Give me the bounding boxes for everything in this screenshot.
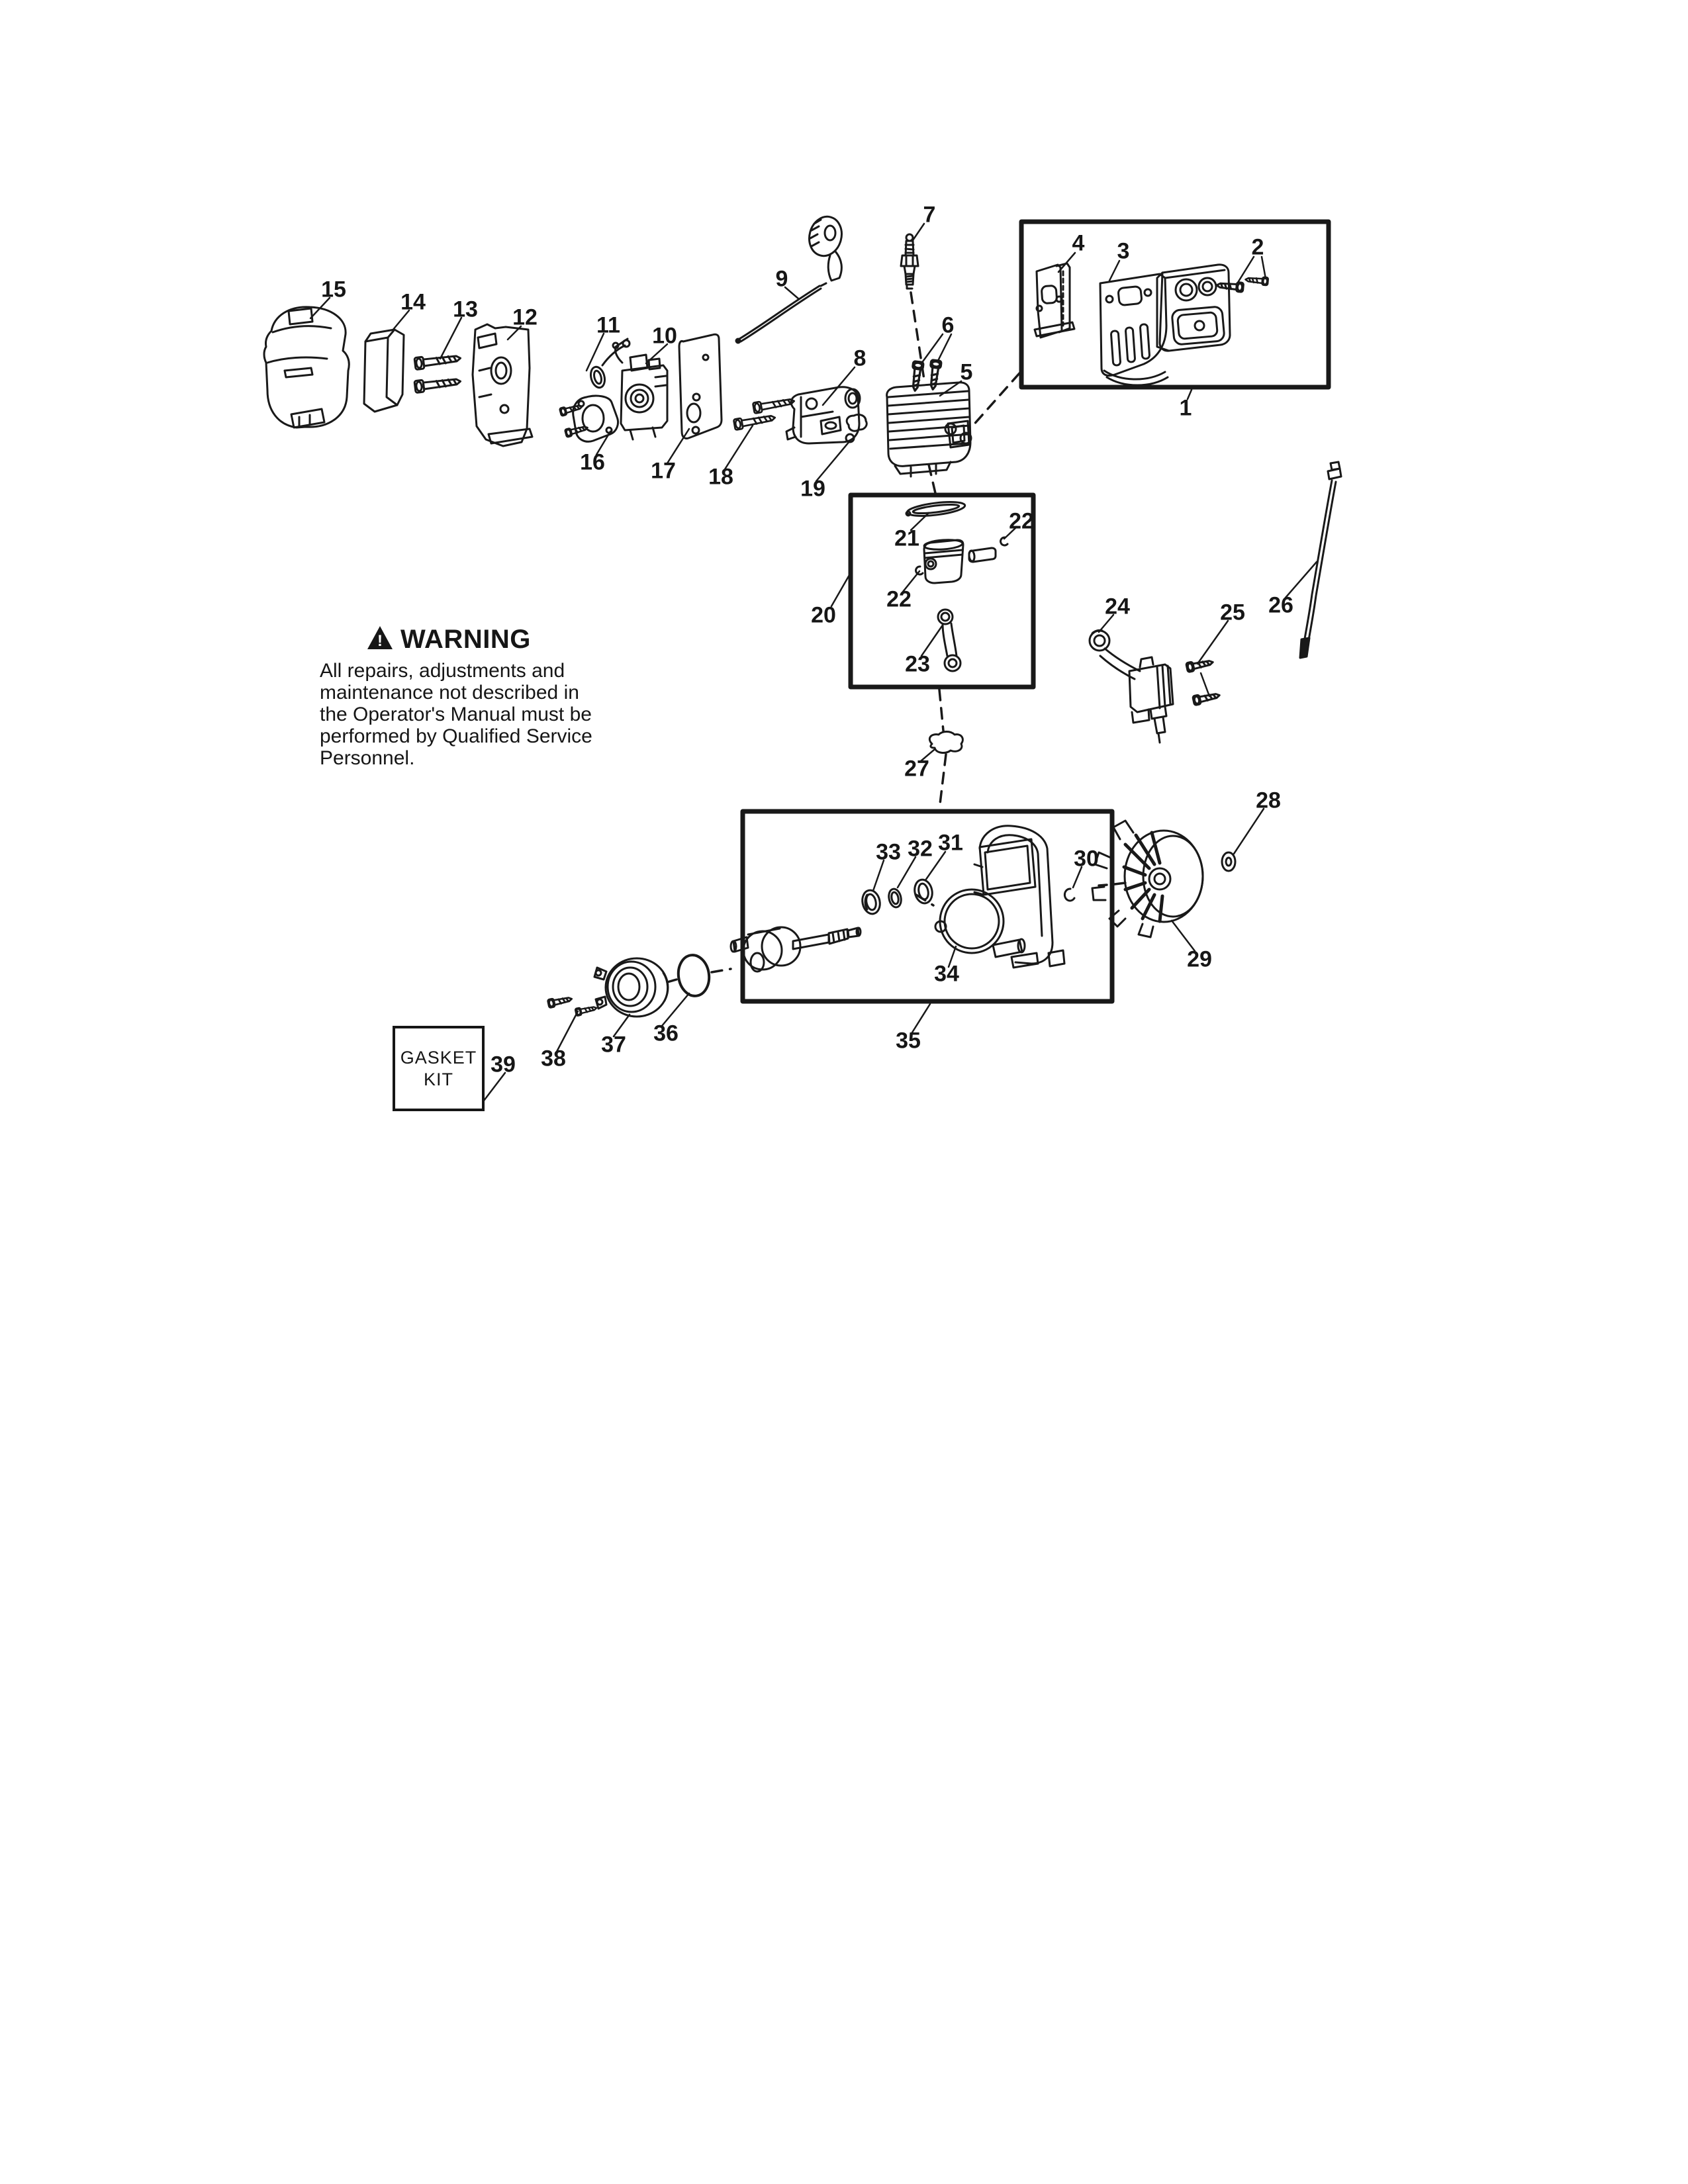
part-seal-33	[861, 889, 882, 916]
callout-12: 12	[512, 304, 538, 330]
callout-35: 35	[896, 1028, 921, 1054]
part-wrist-pin	[968, 548, 996, 562]
part-air-filter	[364, 330, 404, 412]
part-gasket-11	[588, 340, 630, 389]
callout-2: 2	[1251, 234, 1264, 260]
part-ignition-module-24	[1090, 630, 1173, 743]
callout-29: 29	[1187, 946, 1212, 972]
part-grommet-19	[846, 414, 867, 442]
part-seal-32	[887, 887, 902, 908]
callout-18: 18	[708, 464, 733, 490]
screws-38	[547, 995, 597, 1016]
callout-23: 23	[905, 651, 930, 677]
callout-37: 37	[601, 1032, 626, 1058]
callout-17: 17	[651, 458, 676, 484]
callout-3: 3	[1117, 238, 1130, 264]
callout-14: 14	[400, 289, 426, 315]
part-throttle-trigger	[805, 213, 846, 281]
screws-13	[414, 352, 461, 392]
callout-7: 7	[923, 202, 936, 228]
warning-text: All repairs, adjustments and maintenance not described in the Operator's Manual must be performed by Qualified Service Personnel.	[320, 660, 592, 769]
screws-2	[1217, 275, 1268, 292]
callout-4: 4	[1072, 230, 1085, 256]
part-spark-plug-7	[901, 234, 918, 289]
warning-title: WARNING	[400, 625, 531, 654]
part-heat-plate-17	[679, 334, 722, 438]
part-starter-cover-37	[594, 958, 668, 1017]
callout-13: 13	[453, 296, 478, 322]
warning-block	[320, 625, 677, 769]
callout-9: 9	[775, 266, 788, 292]
part-throttle-rod-9	[736, 283, 826, 343]
callout-33: 33	[876, 839, 901, 865]
gasket-kit-box	[393, 1026, 485, 1111]
callout-24: 24	[1105, 594, 1130, 619]
part-piston	[924, 539, 963, 583]
callout-1: 1	[1179, 395, 1192, 421]
callout-25: 25	[1220, 600, 1245, 625]
callout-21: 21	[894, 525, 919, 551]
callout-8: 8	[853, 345, 867, 371]
part-air-filter-cover	[264, 307, 349, 428]
part-muffler-bracket-4	[1035, 263, 1074, 338]
part-ignition-lead-26	[1300, 462, 1341, 658]
part-carburetor-10	[613, 339, 667, 439]
svg-text:!: !	[377, 632, 383, 650]
screws-25	[1186, 658, 1221, 705]
callout-5: 5	[960, 359, 973, 385]
part-muffler-body	[1157, 265, 1230, 351]
callout-28: 28	[1256, 788, 1281, 813]
callout-22: 22	[886, 586, 912, 612]
callout-10: 10	[652, 323, 677, 349]
callout-20: 20	[811, 602, 836, 628]
gasket-kit-line2: KIT	[423, 1069, 453, 1089]
callout-34: 34	[934, 961, 959, 987]
part-clip-30	[1064, 889, 1074, 901]
callout-15: 15	[321, 277, 346, 302]
callout-32: 32	[908, 836, 933, 862]
callout-19: 19	[800, 476, 825, 502]
part-cylinder-5	[887, 383, 971, 477]
warning-triangle-icon	[366, 625, 394, 655]
part-piston-ring-21	[906, 500, 966, 519]
callout-11: 11	[596, 312, 620, 338]
callout-26: 26	[1268, 592, 1293, 618]
part-crankshaft-34	[731, 927, 861, 972]
screws-18	[733, 396, 795, 430]
group-box-muffler	[1021, 222, 1329, 387]
callout-6: 6	[941, 312, 955, 338]
part-intake-flange	[573, 396, 618, 441]
group-box-piston	[851, 495, 1033, 687]
callout-38: 38	[541, 1046, 566, 1071]
part-connecting-rod-23	[938, 610, 961, 671]
callout-16: 16	[580, 449, 605, 475]
gasket-kit-line1: GASKET	[400, 1047, 477, 1068]
callout-31: 31	[938, 830, 963, 856]
callout-22: 22	[1009, 508, 1034, 534]
callout-27: 27	[904, 756, 929, 782]
callout-39: 39	[491, 1052, 516, 1077]
part-washer-28	[1222, 852, 1235, 871]
part-carb-bracket-12	[473, 324, 532, 446]
callout-36: 36	[653, 1021, 679, 1046]
part-bearing-31	[913, 878, 935, 905]
part-gasket-36	[676, 953, 712, 998]
callout-30: 30	[1074, 846, 1099, 872]
part-flywheel-29	[1092, 821, 1203, 937]
